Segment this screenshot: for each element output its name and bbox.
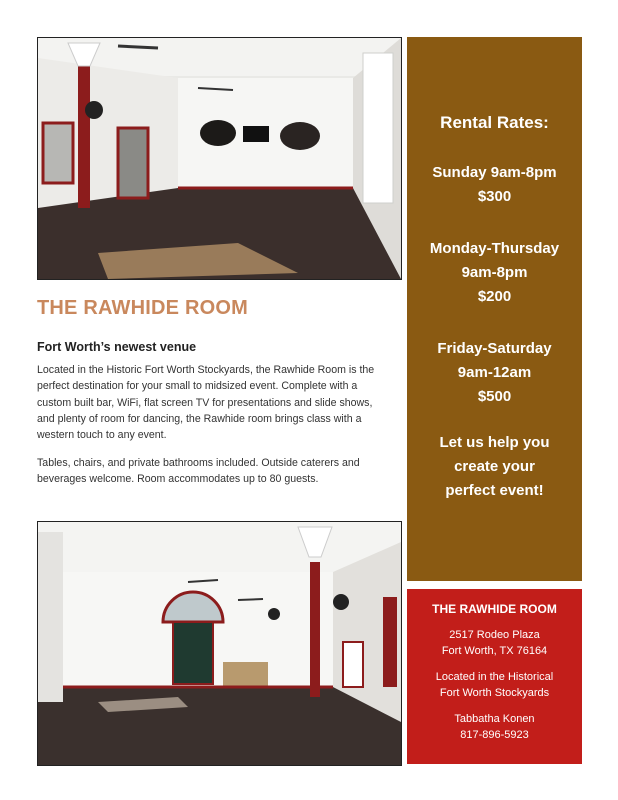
contact-phone: 817-896-5923 [460,729,529,741]
cta-line-3: perfect event! [445,482,544,499]
rate-weekday-days: Monday-Thursday [429,240,560,257]
venue-photo-bottom [37,521,402,766]
rate-weekend-price: $500 [477,388,512,405]
address-line-2: Fort Worth, TX 76164 [441,645,548,657]
rate-sunday-price: $300 [477,188,512,205]
venue-interior-image-top [38,38,401,279]
cta-line-2: create your [454,458,535,475]
rate-friday-saturday [407,337,582,409]
rate-sunday [407,161,582,209]
contact-panel [407,589,582,764]
contact-location [407,669,582,701]
amenities-paragraph: Tables, chairs, and private bathrooms included. Outside caterers and beverages welcome. Room accommodates up to 80 guests. [37,457,360,486]
contact-title: THE RAWHIDE ROOM [432,602,557,616]
rate-monday-thursday [407,237,582,309]
venue-interior-image-bottom [38,522,401,765]
description-paragraph: Located in the Historic Fort Worth Stockyards, the Rawhide Room is the perfect destination for your small to midsized event. Complete with a custom built bar, WiFi, flat screen TV for presentations and slide shows, and plenty of room for dancing, the Rawhide room brings class with a western touch to any event. [37,364,375,442]
location-line-1: Located in the Historical [435,671,554,683]
address-line-1: 2517 Rodeo Plaza [449,629,540,641]
contact-name: Tabbatha Konen [454,713,535,725]
rate-weekend-days: Friday-Saturday [437,340,552,357]
rental-rates-panel [407,37,582,581]
contact-person [407,711,582,743]
rental-rates-title: Rental Rates: [440,113,549,132]
contact-address [407,627,582,659]
rate-sunday-days: Sunday 9am-8pm [432,164,557,181]
venue-photo-top [37,37,402,280]
location-line-2: Fort Worth Stockyards [439,687,550,699]
rate-weekday-hours: 9am-8pm [461,264,528,281]
rate-weekend-hours: 9am-12am [457,364,532,381]
cta-line-1: Let us help you [439,434,550,451]
rate-weekday-price: $200 [477,288,512,305]
page-title: THE RAWHIDE ROOM [37,297,248,319]
subheading: Fort Worth’s newest venue [37,340,197,354]
call-to-action [407,431,582,503]
